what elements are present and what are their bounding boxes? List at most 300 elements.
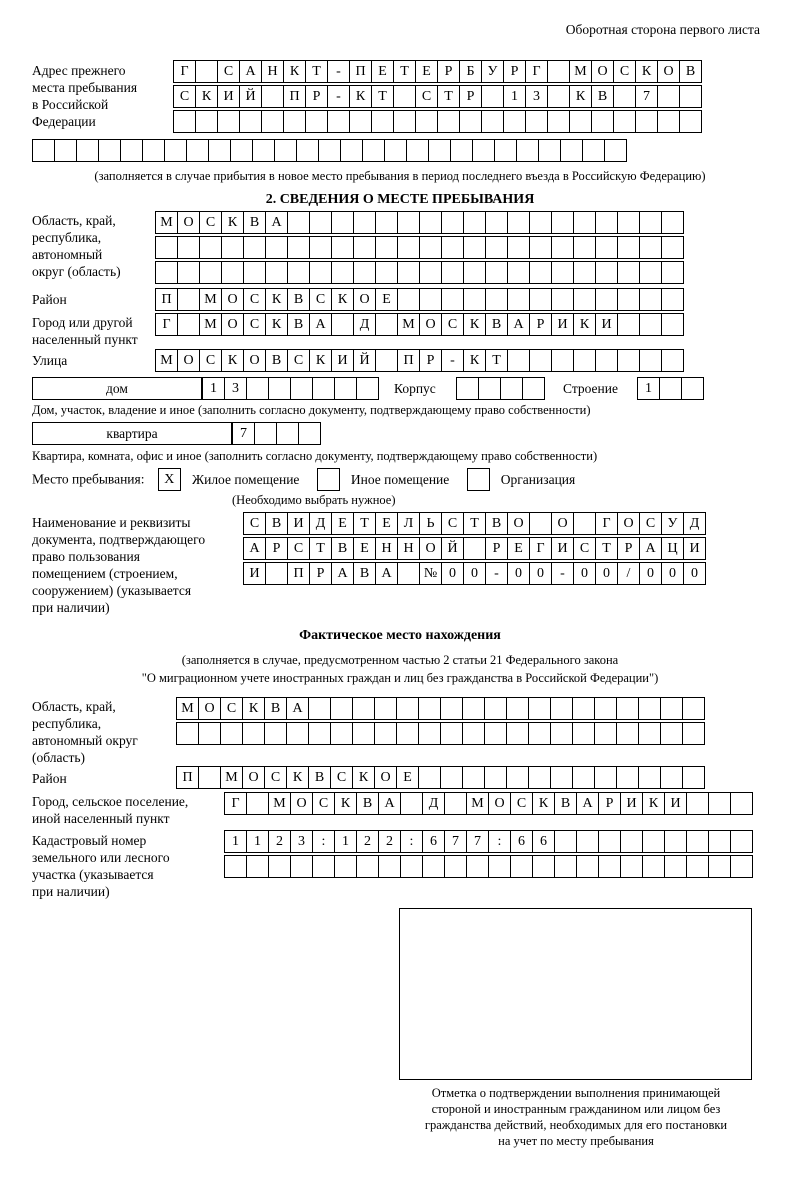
form-cell[interactable]: К — [573, 313, 596, 336]
form-cell[interactable]: Т — [463, 512, 486, 535]
form-cell[interactable]: 3 — [224, 377, 247, 400]
form-cell[interactable]: А — [375, 562, 398, 585]
document-row-1[interactable] — [243, 512, 705, 535]
form-cell[interactable] — [528, 722, 551, 745]
form-cell[interactable] — [397, 261, 420, 284]
form-cell[interactable] — [371, 110, 394, 133]
form-cell[interactable] — [529, 236, 552, 259]
form-cell[interactable]: Е — [353, 537, 376, 560]
form-cell[interactable]: В — [679, 60, 702, 83]
form-cell[interactable] — [507, 211, 530, 234]
form-cell[interactable]: Д — [353, 313, 376, 336]
form-cell[interactable] — [485, 236, 508, 259]
form-cell[interactable] — [639, 261, 662, 284]
form-cell[interactable] — [164, 139, 187, 162]
form-cell[interactable] — [265, 562, 288, 585]
form-cell[interactable] — [679, 85, 702, 108]
form-cell[interactable]: С — [199, 349, 222, 372]
form-cell[interactable] — [560, 139, 583, 162]
form-cell[interactable]: 1 — [637, 377, 660, 400]
form-cell[interactable] — [576, 855, 599, 878]
form-cell[interactable]: О — [591, 60, 614, 83]
form-cell[interactable] — [529, 211, 552, 234]
form-cell[interactable]: С — [287, 537, 310, 560]
form-cell[interactable]: Т — [371, 85, 394, 108]
form-cell[interactable]: К — [642, 792, 665, 815]
form-cell[interactable]: О — [419, 537, 442, 560]
form-cell[interactable] — [331, 261, 354, 284]
form-cell[interactable] — [318, 139, 341, 162]
form-cell[interactable] — [463, 236, 486, 259]
form-cell[interactable] — [598, 830, 621, 853]
form-cell[interactable] — [617, 313, 640, 336]
form-cell[interactable] — [330, 722, 353, 745]
form-cell[interactable] — [353, 211, 376, 234]
form-cell[interactable] — [550, 722, 573, 745]
form-cell[interactable]: М — [397, 313, 420, 336]
form-cell[interactable]: С — [613, 60, 636, 83]
form-cell[interactable] — [246, 377, 269, 400]
form-cell[interactable]: С — [415, 85, 438, 108]
form-cell[interactable]: 1 — [503, 85, 526, 108]
form-cell[interactable]: О — [221, 288, 244, 311]
form-cell[interactable]: К — [334, 792, 357, 815]
form-cell[interactable]: С — [441, 512, 464, 535]
form-cell[interactable] — [639, 288, 662, 311]
form-cell[interactable]: Н — [397, 537, 420, 560]
form-cell[interactable]: Р — [305, 85, 328, 108]
form-cell[interactable] — [243, 236, 266, 259]
form-cell[interactable] — [437, 110, 460, 133]
korpus-cells[interactable] — [456, 377, 544, 400]
form-cell[interactable] — [349, 110, 372, 133]
form-cell[interactable]: А — [576, 792, 599, 815]
form-cell[interactable]: Р — [459, 85, 482, 108]
form-cell[interactable]: И — [551, 313, 574, 336]
form-cell[interactable]: В — [485, 313, 508, 336]
flat-cells[interactable] — [232, 422, 320, 445]
form-cell[interactable] — [224, 855, 247, 878]
form-cell[interactable] — [613, 110, 636, 133]
form-cell[interactable]: Н — [375, 537, 398, 560]
form-cell[interactable] — [353, 236, 376, 259]
form-cell[interactable]: 1 — [246, 830, 269, 853]
form-cell[interactable] — [463, 537, 486, 560]
form-cell[interactable] — [525, 110, 548, 133]
form-cell[interactable] — [268, 855, 291, 878]
form-cell[interactable]: Т — [353, 512, 376, 535]
form-cell[interactable] — [547, 110, 570, 133]
form-cell[interactable]: А — [507, 313, 530, 336]
form-cell[interactable] — [252, 139, 275, 162]
form-cell[interactable] — [261, 85, 284, 108]
form-cell[interactable] — [620, 830, 643, 853]
form-cell[interactable]: С — [243, 288, 266, 311]
form-cell[interactable] — [617, 211, 640, 234]
form-cell[interactable]: 0 — [463, 562, 486, 585]
form-cell[interactable]: В — [265, 512, 288, 535]
form-cell[interactable] — [682, 766, 705, 789]
form-cell[interactable] — [199, 261, 222, 284]
form-cell[interactable] — [397, 288, 420, 311]
form-cell[interactable] — [466, 855, 489, 878]
form-cell[interactable]: 7 — [466, 830, 489, 853]
section2-city-row[interactable] — [155, 313, 683, 336]
form-cell[interactable] — [661, 236, 684, 259]
form-cell[interactable] — [686, 830, 709, 853]
form-cell[interactable]: Т — [393, 60, 416, 83]
form-cell[interactable] — [308, 722, 331, 745]
form-cell[interactable]: Г — [525, 60, 548, 83]
form-cell[interactable] — [573, 211, 596, 234]
form-cell[interactable]: К — [349, 85, 372, 108]
form-cell[interactable] — [507, 261, 530, 284]
form-cell[interactable] — [635, 110, 658, 133]
form-cell[interactable]: Л — [397, 512, 420, 535]
form-cell[interactable] — [617, 288, 640, 311]
form-cell[interactable] — [551, 211, 574, 234]
form-cell[interactable] — [309, 211, 332, 234]
form-cell[interactable]: И — [551, 537, 574, 560]
form-cell[interactable] — [254, 422, 277, 445]
form-cell[interactable] — [195, 110, 218, 133]
form-cell[interactable]: - — [327, 85, 350, 108]
form-cell[interactable]: В — [264, 697, 287, 720]
form-cell[interactable] — [547, 85, 570, 108]
form-cell[interactable] — [406, 139, 429, 162]
form-cell[interactable]: Т — [437, 85, 460, 108]
form-cell[interactable]: 3 — [290, 830, 313, 853]
form-cell[interactable] — [440, 697, 463, 720]
form-cell[interactable] — [415, 110, 438, 133]
form-cell[interactable]: Ь — [419, 512, 442, 535]
form-cell[interactable] — [462, 722, 485, 745]
form-cell[interactable] — [444, 855, 467, 878]
form-cell[interactable] — [378, 855, 401, 878]
form-cell[interactable]: 6 — [422, 830, 445, 853]
house-number-cells[interactable] — [202, 377, 378, 400]
form-cell[interactable] — [547, 60, 570, 83]
form-cell[interactable]: Й — [441, 537, 464, 560]
form-cell[interactable] — [686, 792, 709, 815]
form-cell[interactable] — [331, 236, 354, 259]
form-cell[interactable]: - — [327, 60, 350, 83]
form-cell[interactable]: В — [265, 349, 288, 372]
form-cell[interactable] — [522, 377, 545, 400]
form-cell[interactable] — [660, 766, 683, 789]
form-cell[interactable] — [638, 766, 661, 789]
form-cell[interactable] — [418, 697, 441, 720]
form-cell[interactable] — [730, 855, 753, 878]
form-cell[interactable] — [484, 722, 507, 745]
document-row-2[interactable] — [243, 537, 705, 560]
form-cell[interactable]: П — [176, 766, 199, 789]
form-cell[interactable] — [397, 562, 420, 585]
form-cell[interactable] — [661, 349, 684, 372]
form-cell[interactable] — [298, 422, 321, 445]
form-cell[interactable]: И — [683, 537, 706, 560]
form-cell[interactable]: О — [353, 288, 376, 311]
section2-district-row[interactable] — [155, 288, 683, 311]
form-cell[interactable] — [198, 722, 221, 745]
form-cell[interactable]: Т — [595, 537, 618, 560]
form-cell[interactable]: С — [573, 537, 596, 560]
form-cell[interactable] — [198, 766, 221, 789]
form-cell[interactable] — [352, 697, 375, 720]
form-cell[interactable]: М — [569, 60, 592, 83]
prev-address-row-3[interactable] — [173, 110, 701, 133]
form-cell[interactable] — [616, 697, 639, 720]
form-cell[interactable]: У — [481, 60, 504, 83]
form-cell[interactable] — [642, 830, 665, 853]
form-cell[interactable] — [264, 722, 287, 745]
form-cell[interactable] — [186, 139, 209, 162]
form-cell[interactable] — [484, 766, 507, 789]
form-cell[interactable] — [639, 313, 662, 336]
form-cell[interactable] — [356, 377, 379, 400]
form-cell[interactable]: Е — [375, 512, 398, 535]
form-cell[interactable] — [331, 313, 354, 336]
form-cell[interactable]: О — [507, 512, 530, 535]
actual-district-row[interactable] — [176, 766, 704, 789]
form-cell[interactable]: К — [463, 349, 486, 372]
form-cell[interactable] — [573, 349, 596, 372]
form-cell[interactable]: А — [265, 211, 288, 234]
form-cell[interactable] — [290, 377, 313, 400]
form-cell[interactable] — [616, 722, 639, 745]
form-cell[interactable]: С — [309, 288, 332, 311]
prev-address-row-4[interactable] — [32, 139, 626, 162]
form-cell[interactable]: Р — [617, 537, 640, 560]
form-cell[interactable] — [287, 211, 310, 234]
form-cell[interactable]: Р — [309, 562, 332, 585]
form-cell[interactable] — [551, 349, 574, 372]
form-cell[interactable] — [400, 855, 423, 878]
form-cell[interactable] — [472, 139, 495, 162]
form-cell[interactable]: М — [199, 313, 222, 336]
form-cell[interactable]: О — [374, 766, 397, 789]
form-cell[interactable] — [195, 60, 218, 83]
form-cell[interactable]: К — [309, 349, 332, 372]
form-cell[interactable]: 0 — [639, 562, 662, 585]
form-cell[interactable] — [287, 261, 310, 284]
section2-region-row-1[interactable] — [155, 211, 683, 234]
form-cell[interactable]: К — [463, 313, 486, 336]
form-cell[interactable]: О — [657, 60, 680, 83]
form-cell[interactable]: 6 — [510, 830, 533, 853]
form-cell[interactable]: Р — [265, 537, 288, 560]
form-cell[interactable] — [462, 697, 485, 720]
form-cell[interactable]: У — [661, 512, 684, 535]
form-cell[interactable] — [419, 236, 442, 259]
checkbox-zhiloe[interactable]: X — [158, 468, 181, 491]
form-cell[interactable] — [485, 261, 508, 284]
form-cell[interactable]: Р — [598, 792, 621, 815]
form-cell[interactable] — [657, 110, 680, 133]
form-cell[interactable]: - — [485, 562, 508, 585]
form-cell[interactable] — [617, 236, 640, 259]
form-cell[interactable]: Р — [437, 60, 460, 83]
form-cell[interactable] — [582, 139, 605, 162]
form-cell[interactable]: К — [195, 85, 218, 108]
form-cell[interactable]: С — [243, 512, 266, 535]
form-cell[interactable]: П — [397, 349, 420, 372]
form-cell[interactable] — [528, 697, 551, 720]
form-cell[interactable] — [538, 139, 561, 162]
form-cell[interactable]: 7 — [444, 830, 467, 853]
form-cell[interactable] — [155, 261, 178, 284]
form-cell[interactable] — [243, 261, 266, 284]
form-cell[interactable] — [374, 697, 397, 720]
form-cell[interactable] — [375, 261, 398, 284]
form-cell[interactable]: Р — [503, 60, 526, 83]
form-cell[interactable] — [503, 110, 526, 133]
form-cell[interactable] — [572, 722, 595, 745]
form-cell[interactable]: В — [591, 85, 614, 108]
form-cell[interactable]: О — [290, 792, 313, 815]
form-cell[interactable]: Г — [155, 313, 178, 336]
form-cell[interactable] — [507, 288, 530, 311]
form-cell[interactable]: М — [268, 792, 291, 815]
form-cell[interactable] — [528, 766, 551, 789]
form-cell[interactable] — [638, 722, 661, 745]
form-cell[interactable] — [120, 139, 143, 162]
form-cell[interactable]: Ц — [661, 537, 684, 560]
form-cell[interactable]: Д — [683, 512, 706, 535]
form-cell[interactable]: К — [283, 60, 306, 83]
form-cell[interactable] — [330, 697, 353, 720]
form-cell[interactable] — [393, 110, 416, 133]
form-cell[interactable] — [296, 139, 319, 162]
form-cell[interactable]: А — [239, 60, 262, 83]
form-cell[interactable] — [440, 766, 463, 789]
cadastral-row-2[interactable] — [224, 855, 752, 878]
form-cell[interactable]: К — [221, 211, 244, 234]
form-cell[interactable]: А — [331, 562, 354, 585]
form-cell[interactable] — [356, 855, 379, 878]
form-cell[interactable]: С — [639, 512, 662, 535]
form-cell[interactable]: 7 — [232, 422, 255, 445]
form-cell[interactable] — [441, 211, 464, 234]
form-cell[interactable]: В — [243, 211, 266, 234]
form-cell[interactable] — [308, 697, 331, 720]
form-cell[interactable]: 3 — [525, 85, 548, 108]
form-cell[interactable] — [639, 211, 662, 234]
form-cell[interactable] — [396, 722, 419, 745]
form-cell[interactable] — [551, 261, 574, 284]
form-cell[interactable]: С — [312, 792, 335, 815]
form-cell[interactable] — [551, 288, 574, 311]
form-cell[interactable] — [362, 139, 385, 162]
form-cell[interactable]: В — [554, 792, 577, 815]
form-cell[interactable]: А — [639, 537, 662, 560]
form-cell[interactable] — [708, 792, 731, 815]
form-cell[interactable] — [384, 139, 407, 162]
form-cell[interactable] — [265, 236, 288, 259]
form-cell[interactable] — [708, 855, 731, 878]
form-cell[interactable] — [554, 830, 577, 853]
form-cell[interactable]: К — [221, 349, 244, 372]
form-cell[interactable] — [309, 236, 332, 259]
form-cell[interactable]: Т — [485, 349, 508, 372]
section2-region-row-2[interactable] — [155, 236, 683, 259]
form-cell[interactable]: О — [551, 512, 574, 535]
form-cell[interactable]: С — [441, 313, 464, 336]
form-cell[interactable] — [422, 855, 445, 878]
form-cell[interactable]: № — [419, 562, 442, 585]
form-cell[interactable] — [327, 110, 350, 133]
form-cell[interactable] — [573, 236, 596, 259]
form-cell[interactable] — [661, 261, 684, 284]
form-cell[interactable] — [488, 855, 511, 878]
form-cell[interactable]: / — [617, 562, 640, 585]
form-cell[interactable]: Г — [173, 60, 196, 83]
form-cell[interactable] — [419, 261, 442, 284]
form-cell[interactable]: К — [286, 766, 309, 789]
form-cell[interactable]: К — [331, 288, 354, 311]
form-cell[interactable]: Г — [224, 792, 247, 815]
form-cell[interactable] — [659, 377, 682, 400]
form-cell[interactable] — [230, 139, 253, 162]
form-cell[interactable] — [576, 830, 599, 853]
form-cell[interactable] — [375, 349, 398, 372]
form-cell[interactable] — [428, 139, 451, 162]
form-cell[interactable]: И — [287, 512, 310, 535]
form-cell[interactable]: Б — [459, 60, 482, 83]
form-cell[interactable] — [730, 792, 753, 815]
form-cell[interactable] — [595, 261, 618, 284]
form-cell[interactable] — [485, 211, 508, 234]
form-cell[interactable] — [441, 236, 464, 259]
form-cell[interactable]: С — [510, 792, 533, 815]
section2-region-row-3[interactable] — [155, 261, 683, 284]
form-cell[interactable] — [352, 722, 375, 745]
form-cell[interactable] — [199, 236, 222, 259]
form-cell[interactable]: О — [221, 313, 244, 336]
form-cell[interactable]: И — [620, 792, 643, 815]
form-cell[interactable]: Р — [529, 313, 552, 336]
form-cell[interactable]: О — [243, 349, 266, 372]
form-cell[interactable]: А — [286, 697, 309, 720]
form-cell[interactable]: П — [287, 562, 310, 585]
form-cell[interactable] — [177, 313, 200, 336]
form-cell[interactable] — [661, 288, 684, 311]
form-cell[interactable] — [375, 211, 398, 234]
form-cell[interactable] — [265, 261, 288, 284]
form-cell[interactable] — [638, 697, 661, 720]
cadastral-row-1[interactable] — [224, 830, 752, 853]
form-cell[interactable] — [419, 211, 442, 234]
form-cell[interactable] — [617, 261, 640, 284]
form-cell[interactable] — [375, 236, 398, 259]
form-cell[interactable] — [440, 722, 463, 745]
form-cell[interactable] — [572, 766, 595, 789]
form-cell[interactable] — [76, 139, 99, 162]
form-cell[interactable] — [246, 792, 269, 815]
form-cell[interactable] — [478, 377, 501, 400]
form-cell[interactable] — [331, 211, 354, 234]
form-cell[interactable]: С — [287, 349, 310, 372]
form-cell[interactable]: Г — [529, 537, 552, 560]
form-cell[interactable] — [221, 261, 244, 284]
form-cell[interactable]: О — [617, 512, 640, 535]
form-cell[interactable]: 2 — [356, 830, 379, 853]
form-cell[interactable] — [682, 722, 705, 745]
form-cell[interactable]: 0 — [529, 562, 552, 585]
form-cell[interactable] — [595, 288, 618, 311]
form-cell[interactable] — [142, 139, 165, 162]
form-cell[interactable]: В — [356, 792, 379, 815]
